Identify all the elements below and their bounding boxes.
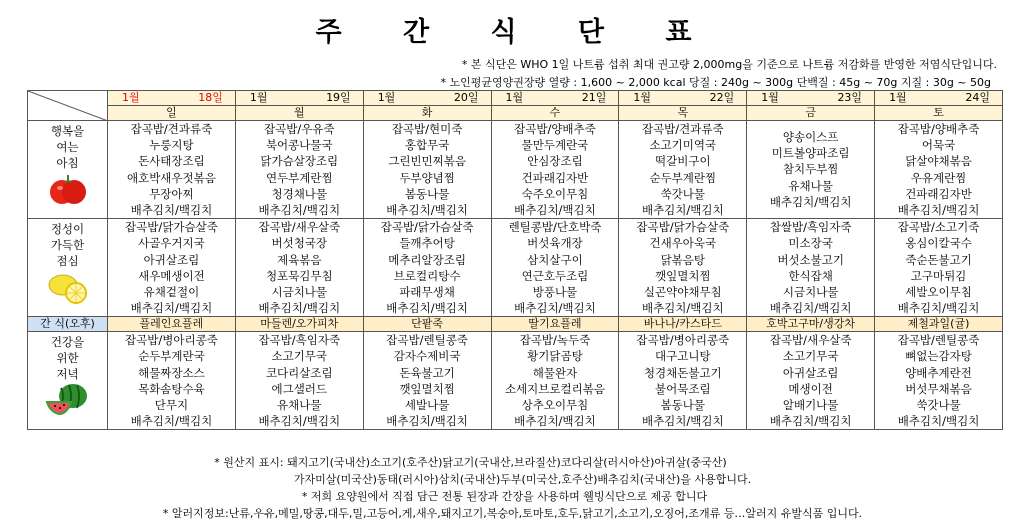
snack-cell: 마들렌/오가피차 [235,317,363,332]
date-cell: 1월 24일 [875,91,1003,106]
menu-cell: 양송이스프 미트볼양파조림 참치두부찜 유채나물 배추김치/백김치 [747,121,875,219]
date-cell: 1월 19일 [235,91,363,106]
menu-cell: 잡곡밥/우유죽 북어콩나물국 닭가슴살장조림 연두부계란찜 청경채나물 배추김치/백김치 [235,121,363,219]
menu-cell: 잡곡밥/병아리콩죽 순두부계란국 해물짜장소스 목화솜탕수육 단무지 배추김치/백김치 [108,332,236,430]
date-cell: 1월 22일 [619,91,747,106]
weekday-cell: 월 [235,106,363,121]
menu-cell: 잡곡밥/견과류죽 누룽지탕 돈사태장조림 애호박새우젓볶음 무장아찌 배추김치/백김치 [108,121,236,219]
menu-cell: 잡곡밥/렌틸콩죽 뼈없는감자탕 양배추계란전 버섯무채볶음 쑥갓나물 배추김치/백김치 [875,332,1003,430]
lunch-label: 정성이 가득한 점심 [28,219,108,317]
menu-cell: 잡곡밥/병아리콩죽 대구고니탕 청경채돈불고기 불어묵조림 봄동나물 배추김치/백김치 [619,332,747,430]
menu-cell: 잡곡밥/현미죽 홍합무국 그린빈민찌볶음 두부양념찜 봄동나물 배추김치/백김치 [363,121,491,219]
date-cell: 1월 18일 [108,91,236,106]
weekday-cell: 일 [108,106,236,121]
menu-cell: 잡곡밥/닭가슴살죽 들깨추어탕 메추리알장조림 브로컬리탕수 파래무생채 배추김치/백김치 [363,219,491,317]
allergy-note: * 알러지정보:난류,우유,메밀,땅콩,대두,밀,고등어,게,새우,돼지고기,복숭아,토마토,호두,닭고기,소고기,오징어,조개류 등…알러지 유발식품 입니다. [162,507,863,520]
weekday-cell: 화 [363,106,491,121]
menu-cell: 잡곡밥/닭가슴살죽 사골우거지국 아귀살조림 새우메생이전 유채겉절이 배추김치/백김치 [108,219,236,317]
menu-cell: 잡곡밥/새우살죽 버섯청국장 제육볶음 청포묵김무침 시금치나물 배추김치/백김치 [235,219,363,317]
origin-note: * 원산지 표시: 돼지고기(국내산)소고기(호주산)닭고기(국내산,브라질산)코다리살(러시아산)아귀살(중국산) [214,456,727,469]
weekday-cell: 목 [619,106,747,121]
corner-cell [28,91,108,121]
menu-cell: 잡곡밥/소고기죽 옹심이칼국수 죽순돈불고기 고구마튀김 세발오이무침 배추김치/백김치 [875,219,1003,317]
snack-cell: 딸기요플레 [491,317,619,332]
date-cell: 1월 21일 [491,91,619,106]
lemon-icon [46,269,90,305]
watermelon-icon [45,382,91,416]
lunch-row [28,219,1003,317]
menu-cell: 잡곡밥/흑임자죽 소고기무국 코다리살조림 에그샐러드 유채나물 배추김치/백김치 [235,332,363,430]
snack-cell: 호박고구마/생강차 [747,317,875,332]
date-cell: 1월 23일 [747,91,875,106]
menu-cell: 잡곡밥/새우살죽 소고기무국 아귀살조림 메생이전 알배기나물 배추김치/백김치 [747,332,875,430]
page-title: 주 간 식 단 표 [315,17,718,48]
menu-cell: 찹쌀밥/흑임자죽 미소장국 버섯소불고기 한식잡채 시금치나물 배추김치/백김치 [747,219,875,317]
snack-cell: 플레인요플레 [108,317,236,332]
diagonal-line [28,91,108,121]
breakfast-label: 행복을 여는 아침 [28,121,108,219]
origin-note-cont: 가자미살(미국산)동태(러시아)삼치(국내산)두부(미국산,호주산)배추김치(국내산)을 사용합니다. [293,473,752,486]
menu-cell: 렌틸콩밥/단호박죽 버섯육개장 삼치살구이 연근호두조림 방풍나물 배추김치/백김치 [491,219,619,317]
weekday-cell: 수 [491,106,619,121]
snack-label: 간 식(오후) [28,317,108,332]
date-row [28,91,1003,106]
menu-cell: 잡곡밥/양배추죽 물만두계란국 안심장조림 건파래김자반 숙주오이무침 배추김치/백김치 [491,121,619,219]
menu-cell: 잡곡밥/닭가슴살죽 건새우아욱국 닭볶음탕 깻잎멸치찜 실곤약야채무침 배추김치/백김치 [619,219,747,317]
weekday-cell: 금 [747,106,875,121]
weekday-row [28,106,1003,121]
weekday-cell: 토 [875,106,1003,121]
snack-cell: 바나나/카스타드 [619,317,747,332]
menu-cell: 잡곡밥/녹두죽 황기닭곰탕 해물완자 소세지브로컬리볶음 상추오이무침 배추김치/백김치 [491,332,619,430]
sodium-note: * 본 식단은 WHO 1일 나트륨 섭취 최대 권고량 2,000mg을 기준으로 나트륨 저감화를 반영한 저염식단입니다. [461,58,997,71]
snack-cell: 제철과일(귤) [875,317,1003,332]
sauce-note: * 저희 요양원에서 직접 담근 전통 된장과 간장을 사용하며 웰빙식단으로 제공 합니다 [301,490,708,503]
snack-cell: 단팥죽 [363,317,491,332]
menu-cell: 잡곡밥/렌틸콩죽 감자수제비국 돈육불고기 깻잎멸치찜 세발나물 배추김치/백김치 [363,332,491,430]
breakfast-row [28,121,1003,219]
nutrition-note: * 노인평균영양권장량 열량 : 1,600 ~ 2,000 kcal 당질 : 240g ~ 300g 단백질 : 45g ~ 70g 지질 : 30g ~ 50g [440,76,991,89]
menu-cell: 잡곡밥/양배추죽 어묵국 닭살야채볶음 우유계란찜 건파래김자반 배추김치/백김치 [875,121,1003,219]
dinner-label: 건강을 위한 저녁 [28,332,108,430]
dinner-row [28,332,1003,430]
snack-row [28,317,1003,332]
tomato-icon [48,171,88,207]
date-cell: 1월 20일 [363,91,491,106]
weekly-menu-table [27,90,1003,430]
menu-cell: 잡곡밥/견과류죽 소고기미역국 떡갈비구이 순두부계란찜 쑥갓나물 배추김치/백김치 [619,121,747,219]
